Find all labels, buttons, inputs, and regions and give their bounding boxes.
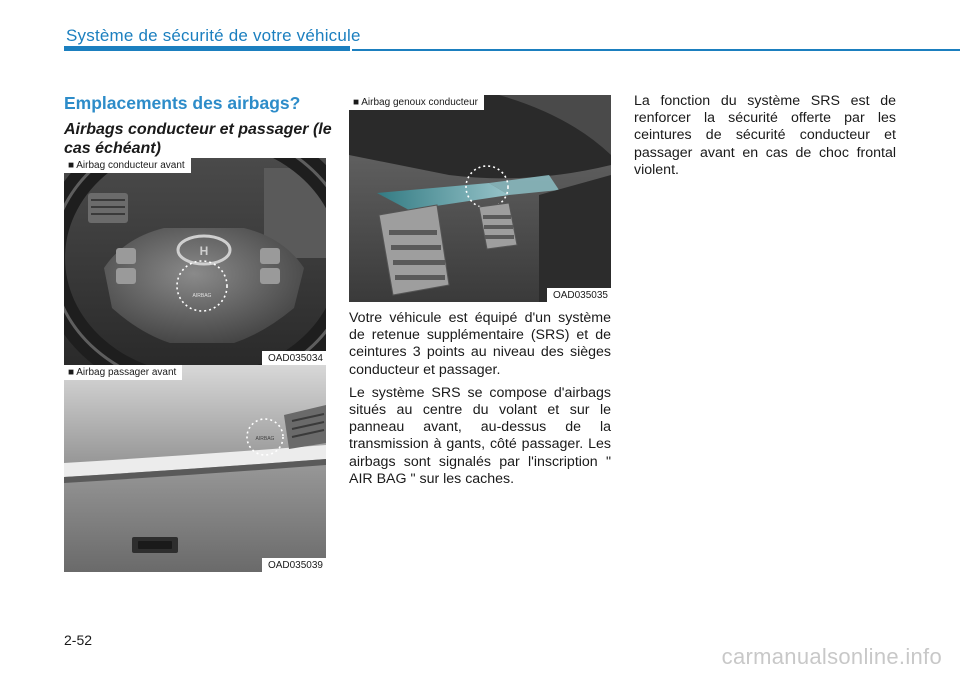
paragraph: Le système SRS se compose d'airbags situés au centre du volant et sur le panneau avant, au-dessus de la transmission à gants, côté passager. Les airbags sont signalés par l'inscription " AIR BAG " sur les caches. <box>349 384 611 487</box>
svg-text:H: H <box>199 244 209 258</box>
body-text-column-3 <box>634 93 896 179</box>
paragraph: La fonction du système SRS est de renforcer la sécurité offerte par les ceintures de sécurité conducteur et passager avant en cas de choc frontal violent. <box>634 93 896 178</box>
figure-passenger-airbag <box>64 365 326 572</box>
page-number: 2-52 <box>64 632 93 648</box>
subsection-title: Airbags conducteur et passager (le cas échéant) <box>64 121 332 157</box>
section-title: Emplacements des airbags? <box>64 93 301 113</box>
figure-caption: ■ Airbag genoux conducteur <box>349 95 484 110</box>
header-rule-thick <box>64 46 350 51</box>
figure-code: OAD035039 <box>262 558 326 572</box>
airbag-marking: AIRBAG <box>192 293 212 299</box>
header-rule-thin <box>352 49 960 51</box>
body-text-column-2 <box>349 310 611 488</box>
figure-driver-airbag <box>64 158 326 365</box>
figure-code: OAD035035 <box>547 288 611 302</box>
watermark: carmanualsonline.info <box>721 644 942 669</box>
figure-caption: ■ Airbag passager avant <box>64 365 182 380</box>
steering-wheel-illustration <box>64 158 326 365</box>
airbag-marking: AIRBAG <box>255 436 275 442</box>
figure-knee-airbag <box>349 95 611 302</box>
figure-caption: ■ Airbag conducteur avant <box>64 158 191 173</box>
pedals-illustration <box>349 95 611 302</box>
paragraph: Votre véhicule est équipé d'un système de retenue supplémentaire (SRS) et de ceintures 3 points au niveau des sièges conducteur et passager. <box>349 310 611 378</box>
dashboard-illustration <box>64 365 326 572</box>
page-header-title: Système de sécurité de votre véhicule <box>66 26 361 45</box>
figure-code: OAD035034 <box>262 351 326 365</box>
